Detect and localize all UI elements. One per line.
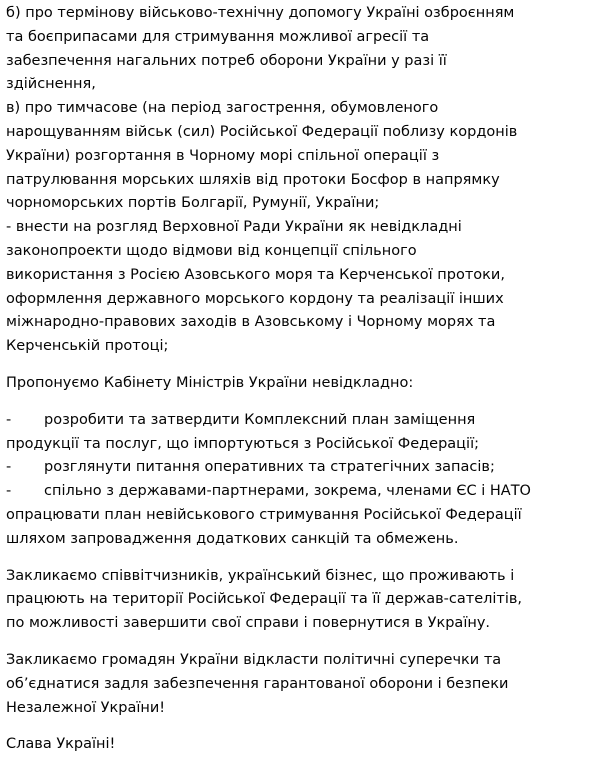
text-line: - внести на розгляд Верховної Ради України як невідкладні <box>6 219 462 236</box>
list-item-continuation: продукції та послуг, що імпортуються з Російської Федерації; <box>6 435 479 452</box>
text-line: б) про термінову військово-технічну допомогу Україні озброєнням <box>6 5 515 21</box>
list-item-text: спільно з державами-партнерами, зокрема, членами ЄС і НАТО <box>44 483 531 500</box>
text-line: нарощуванням військ (сил) Російської Федерації поблизу кордонів <box>6 123 518 140</box>
dash-bullet: - <box>6 459 12 476</box>
list-item-text: розробити та затвердити Комплексний план заміщення <box>44 411 476 428</box>
text-line: міжнародно-правових заходів в Азовському і Чорному морях та <box>6 314 496 331</box>
cabinet-list <box>6 409 600 552</box>
text-line: патрулювання морських шляхів від протоки Босфор в напрямку <box>6 171 500 188</box>
text-line: по можливості завершити свої справи і повернутися в Україну. <box>6 615 491 632</box>
text-line: Закликаємо громадян України відкласти політичні суперечки та <box>6 651 502 668</box>
text-line: здійснення, <box>6 76 96 93</box>
text-line: працюють на території Російської Федерації та її держав-сателітів, <box>6 591 523 608</box>
list-item-first-line <box>6 480 600 504</box>
text-line: Закликаємо співвітчизників, український бізнес, що проживають і <box>6 567 515 584</box>
paragraph-gap <box>6 396 600 409</box>
text-line: в) про тимчасове (на період загострення, обумовленого <box>6 100 439 117</box>
cabinet-intro-paragraph <box>6 372 600 396</box>
cabinet-intro-text: Пропонуємо Кабінету Міністрів України невідкладно: <box>6 374 414 391</box>
paragraph-gap <box>6 720 600 733</box>
text-line: оформлення державного морського кордону та реалізації інших <box>6 290 504 307</box>
closing-text: Слава Україні! <box>6 736 116 753</box>
list-item-first-line <box>6 456 600 480</box>
dash-bullet: - <box>6 483 12 500</box>
text-line: та боєприпасами для стримування можливої агресії та <box>6 28 430 45</box>
resolutions-paragraph <box>6 2 600 359</box>
closing-paragraph <box>6 733 600 757</box>
dash-bullet: - <box>6 411 12 428</box>
text-line: Незалежної України! <box>6 699 166 716</box>
list-item-text: розглянути питання оперативних та стратегічних запасів; <box>44 459 495 476</box>
citizens-appeal-paragraph <box>6 649 600 720</box>
paragraph-gap <box>6 552 600 565</box>
paragraph-gap <box>6 636 600 649</box>
list-item-first-line <box>6 409 600 433</box>
text-line: Керченській протоці; <box>6 338 169 355</box>
text-line: законопроекти щодо відмови від концепції спільного <box>6 242 417 259</box>
list-item <box>6 456 600 480</box>
list-item-continuation: шляхом запровадження додаткових санкцій та обмежень. <box>6 530 459 547</box>
paragraph-gap <box>6 359 600 372</box>
list-item-continuation: опрацювати план невійськового стримування Російської Федерації <box>6 506 522 523</box>
compatriots-appeal-paragraph <box>6 565 600 636</box>
text-line: забезпечення нагальних потреб оборони України у разі її <box>6 52 447 69</box>
list-item <box>6 480 600 551</box>
text-line: об’єднатися задля забезпечення гарантованої оборони і безпеки <box>6 675 509 692</box>
text-line: використання з Росією Азовського моря та Керченської протоки, <box>6 266 505 283</box>
text-line: чорноморських портів Болгарії, Румунії, України; <box>6 195 380 212</box>
list-item <box>6 409 600 457</box>
text-line: України) розгортання в Чорному морі спільної операції з <box>6 147 440 164</box>
